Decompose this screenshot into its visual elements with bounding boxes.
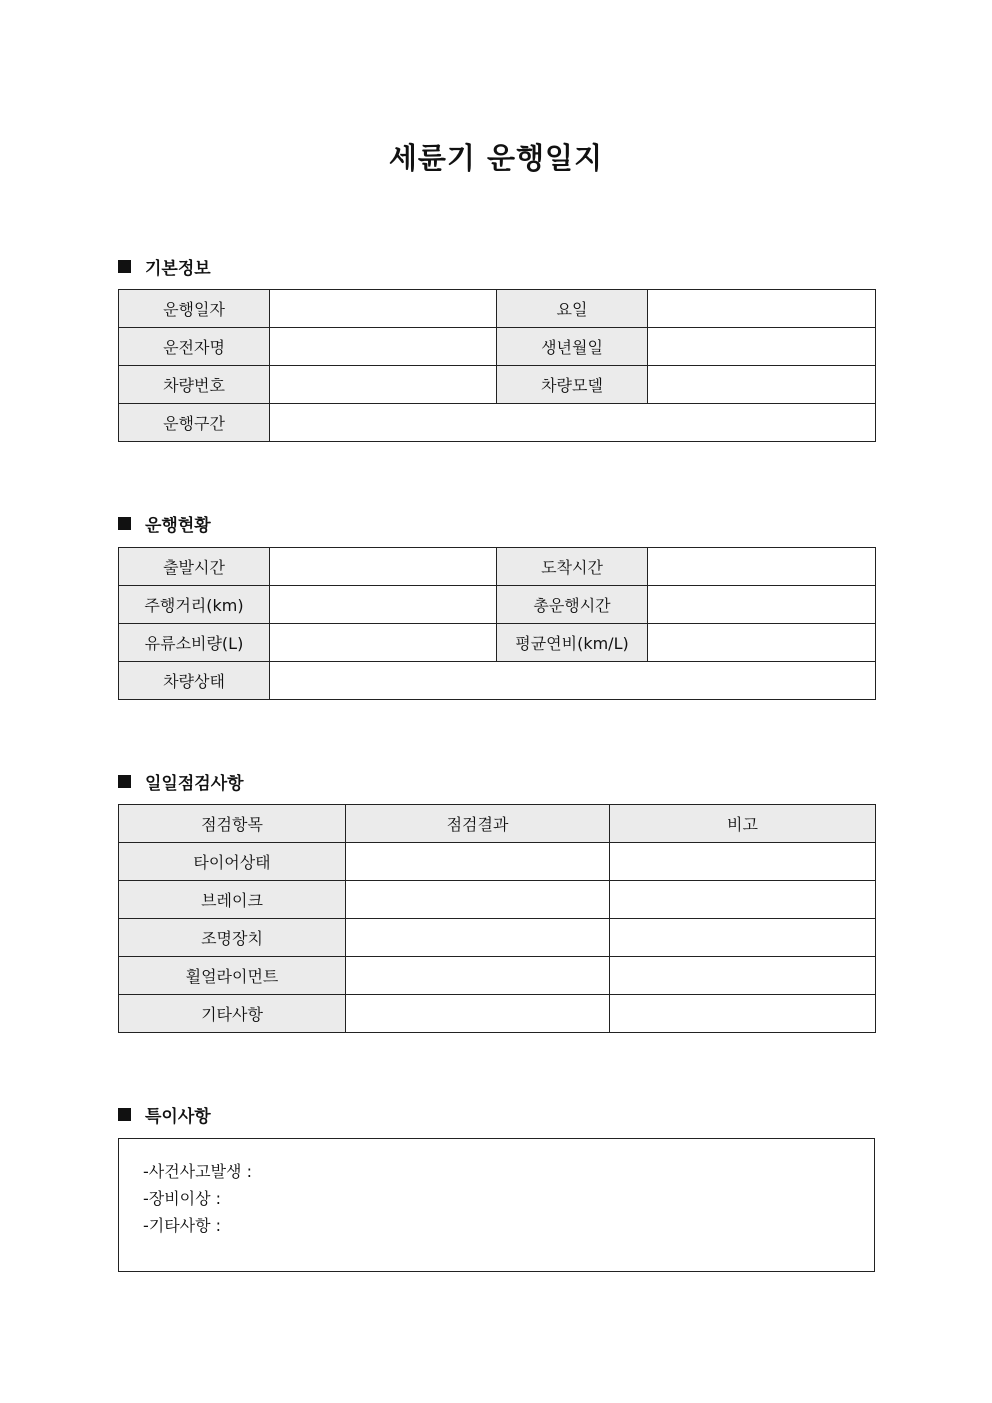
table-header-row bbox=[119, 805, 876, 843]
label-cell: 평균연비(km/L) bbox=[497, 624, 648, 662]
note-field[interactable] bbox=[610, 881, 876, 919]
section-basic-title: 기본정보 bbox=[145, 259, 211, 279]
route-field[interactable] bbox=[270, 404, 876, 442]
label-cell: 출발시간 bbox=[119, 548, 270, 586]
vehicle-condition-field[interactable] bbox=[270, 662, 876, 700]
distance-field[interactable] bbox=[270, 586, 497, 624]
page-title: 세륜기 운행일지 bbox=[388, 141, 604, 175]
square-bullet-icon bbox=[118, 517, 131, 530]
table-row bbox=[119, 366, 876, 404]
label-cell: 도착시간 bbox=[497, 548, 648, 586]
table-row bbox=[119, 995, 876, 1033]
label-cell: 요일 bbox=[497, 290, 648, 328]
fuel-consumption-field[interactable] bbox=[270, 624, 497, 662]
section-remarks-title: 특이사항 bbox=[145, 1107, 211, 1127]
birthdate-field[interactable] bbox=[648, 328, 876, 366]
note-field[interactable] bbox=[610, 919, 876, 957]
section-basic-heading bbox=[118, 254, 211, 279]
result-field[interactable] bbox=[346, 881, 610, 919]
label-cell: 유류소비량(L) bbox=[119, 624, 270, 662]
vehicle-model-field[interactable] bbox=[648, 366, 876, 404]
table-row bbox=[119, 404, 876, 442]
column-header: 점검항목 bbox=[119, 805, 346, 843]
remark-line-incident: -사건사고발생 : bbox=[143, 1162, 252, 1181]
basic-info-table bbox=[118, 289, 876, 442]
label-cell: 운전자명 bbox=[119, 328, 270, 366]
table-row bbox=[119, 957, 876, 995]
driving-status-table bbox=[118, 547, 876, 700]
label-cell: 차량모델 bbox=[497, 366, 648, 404]
result-field[interactable] bbox=[346, 995, 610, 1033]
label-cell: 차량번호 bbox=[119, 366, 270, 404]
note-field[interactable] bbox=[610, 843, 876, 881]
label-cell: 차량상태 bbox=[119, 662, 270, 700]
arrival-time-field[interactable] bbox=[648, 548, 876, 586]
column-header: 점검결과 bbox=[346, 805, 610, 843]
square-bullet-icon bbox=[118, 775, 131, 788]
label-cell: 운행일자 bbox=[119, 290, 270, 328]
section-inspection-heading bbox=[118, 769, 244, 794]
daily-inspection-table bbox=[118, 804, 876, 1033]
inspection-item: 기타사항 bbox=[119, 995, 346, 1033]
total-time-field[interactable] bbox=[648, 586, 876, 624]
result-field[interactable] bbox=[346, 919, 610, 957]
remark-line-other: -기타사항 : bbox=[143, 1216, 222, 1235]
vehicle-number-field[interactable] bbox=[270, 366, 497, 404]
table-row bbox=[119, 328, 876, 366]
section-status-title: 운행현황 bbox=[145, 516, 211, 536]
inspection-item: 브레이크 bbox=[119, 881, 346, 919]
result-field[interactable] bbox=[346, 843, 610, 881]
section-inspection-title: 일일점검사항 bbox=[145, 774, 244, 794]
result-field[interactable] bbox=[346, 957, 610, 995]
fuel-efficiency-field[interactable] bbox=[648, 624, 876, 662]
table-row bbox=[119, 586, 876, 624]
table-row bbox=[119, 919, 876, 957]
table-row bbox=[119, 843, 876, 881]
inspection-item: 휠얼라이먼트 bbox=[119, 957, 346, 995]
weekday-field[interactable] bbox=[648, 290, 876, 328]
table-row bbox=[119, 548, 876, 586]
label-cell: 운행구간 bbox=[119, 404, 270, 442]
note-field[interactable] bbox=[610, 957, 876, 995]
label-cell: 주행거리(km) bbox=[119, 586, 270, 624]
drive-date-field[interactable] bbox=[270, 290, 497, 328]
section-remarks-heading bbox=[118, 1102, 211, 1127]
inspection-item: 타이어상태 bbox=[119, 843, 346, 881]
section-status-heading bbox=[118, 511, 211, 536]
remarks-box[interactable] bbox=[118, 1138, 875, 1272]
label-cell: 생년월일 bbox=[497, 328, 648, 366]
inspection-item: 조명장치 bbox=[119, 919, 346, 957]
square-bullet-icon bbox=[118, 1108, 131, 1121]
remark-line-equipment: -장비이상 : bbox=[143, 1189, 222, 1208]
table-row bbox=[119, 624, 876, 662]
note-field[interactable] bbox=[610, 995, 876, 1033]
label-cell: 총운행시간 bbox=[497, 586, 648, 624]
column-header: 비고 bbox=[610, 805, 876, 843]
square-bullet-icon bbox=[118, 260, 131, 273]
table-row bbox=[119, 881, 876, 919]
table-row bbox=[119, 662, 876, 700]
driver-name-field[interactable] bbox=[270, 328, 497, 366]
table-row bbox=[119, 290, 876, 328]
departure-time-field[interactable] bbox=[270, 548, 497, 586]
